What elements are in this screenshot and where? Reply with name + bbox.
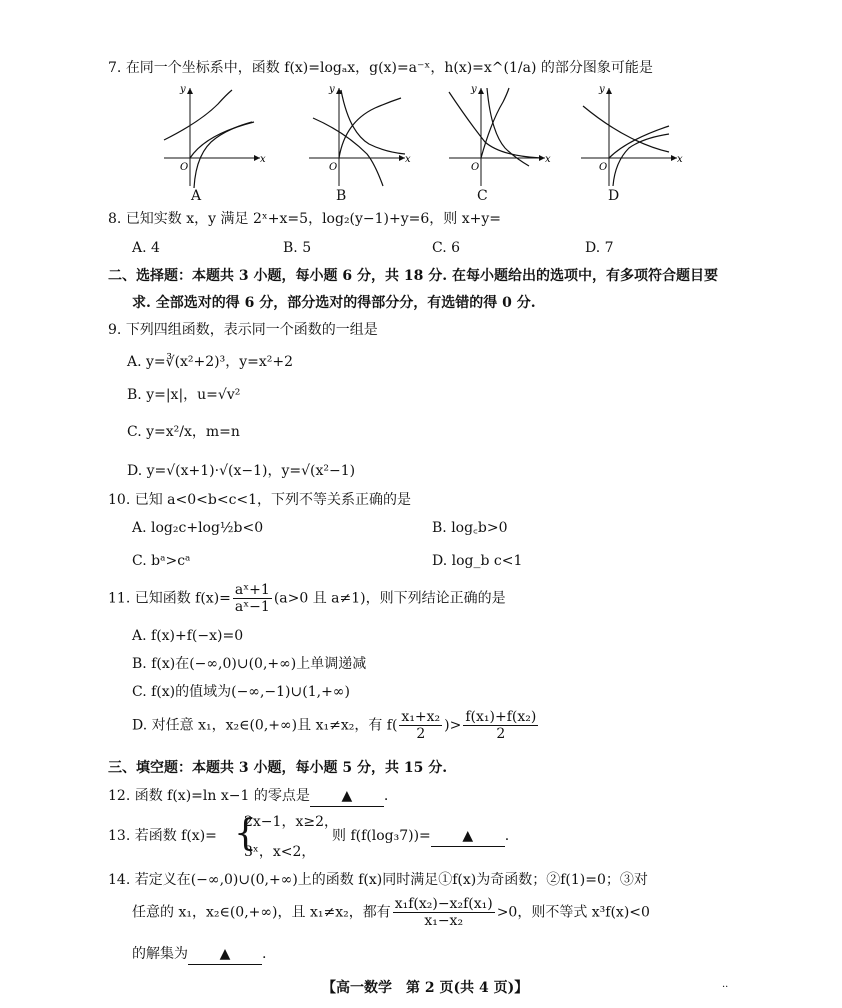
graph-d-label: D [608, 188, 620, 204]
q12-number: 12. [108, 788, 131, 804]
q11-stem [108, 582, 506, 615]
q11-option-d[interactable] [132, 709, 540, 742]
q10-stem [108, 490, 411, 510]
footer-corner-mark: ·· [722, 982, 729, 993]
q12-blank-marker: ▲ [341, 788, 353, 804]
graph-c-y-label: y [471, 84, 477, 95]
q13-text-post: 则 f(f(log₃7))= [332, 828, 431, 844]
q11-fraction-numerator: aˣ+1 [234, 582, 270, 598]
q7-stem [108, 58, 653, 78]
q8-option-c[interactable]: C. 6 [432, 240, 461, 256]
q10-option-b[interactable]: B. log꜀b>0 [432, 520, 508, 536]
q11-fraction [233, 582, 272, 615]
q14-answer-blank[interactable] [188, 944, 262, 965]
graph-b-label: B [336, 188, 347, 204]
q7-number: 7. [108, 60, 122, 76]
q11-option-b[interactable]: B. f(x)在(−∞,0)∪(0,+∞)上单调递减 [132, 656, 367, 672]
q13-text-pre: 若函数 f(x)= [134, 828, 217, 844]
q14-blank-marker: ▲ [219, 946, 231, 962]
q14-text-line3: 的解集为 [132, 946, 188, 962]
q8-option-b[interactable]: B. 5 [283, 240, 312, 256]
q9-option-b[interactable]: B. y=|x|，u=√v² [127, 387, 241, 403]
q14-end: . [262, 946, 267, 962]
section2-heading-line2: 求. 全部选对的得 6 分，部分选对的得部分分，有选错的得 0 分. [132, 295, 536, 311]
q14-text-line1: 若定义在(−∞,0)∪(0,+∞)上的函数 f(x)同时满足①f(x)为奇函数；②f(1)=0；③对 [134, 872, 648, 888]
q13-number: 13. [108, 828, 131, 844]
q11-option-d-text-pre: D. 对任意 x₁，x₂∈(0,+∞)且 x₁≠x₂，有 f( [132, 717, 398, 734]
q14-text-line2-post: >0，则不等式 x³f(x)<0 [496, 904, 650, 921]
graph-b[interactable] [305, 82, 415, 190]
q14-fraction-numerator: x₁f(x₂)−x₂f(x₁) [394, 896, 493, 912]
graph-a[interactable] [160, 82, 270, 190]
q14-line2 [132, 896, 650, 929]
q13-brace: { [234, 813, 257, 854]
q13-blank-marker: ▲ [462, 828, 474, 844]
q11-number: 11. [108, 590, 131, 607]
q11-option-d-frac2-numerator: f(x₁)+f(x₂) [465, 709, 537, 725]
graph-c[interactable] [445, 82, 555, 190]
q14-text-line2-pre: 任意的 x₁，x₂∈(0,+∞)，且 x₁≠x₂，都有 [132, 904, 391, 921]
q9-option-c[interactable]: C. y=x²/x，m=n [127, 424, 240, 440]
q12-stem [108, 786, 388, 807]
q11-text-post: (a>0 且 a≠1)，则下列结论正确的是 [273, 590, 506, 607]
q8-option-d[interactable]: D. 7 [585, 240, 614, 256]
q8-option-a[interactable]: A. 4 [132, 240, 160, 256]
q10-option-a[interactable]: A. log₂c+log½b<0 [132, 520, 264, 536]
q13-right [332, 826, 509, 847]
q10-number: 10. [108, 492, 131, 508]
graph-a-origin: O [180, 162, 189, 173]
q11-option-d-frac1-numerator: x₁+x₂ [401, 709, 441, 725]
q9-number: 9. [108, 322, 122, 338]
page-footer: 【高一数学 第 2 页(共 4 页)】 [322, 980, 529, 996]
graph-c-origin: O [471, 162, 480, 173]
graph-c-label: C [477, 188, 488, 204]
q11-option-c[interactable]: C. f(x)的值域为(−∞,−1)∪(1,+∞) [132, 684, 350, 700]
q13-case2: 3ˣ，x<2， [244, 844, 316, 860]
q11-option-d-fraction2 [463, 709, 538, 742]
q11-option-d-fraction1 [399, 709, 442, 742]
q9-option-a[interactable]: A. y=∛(x²+2)³，y=x²+2 [127, 354, 294, 370]
q9-text: 下列四组函数，表示同一个函数的一组是 [125, 322, 378, 338]
q10-option-c[interactable]: C. bᵃ>cᵃ [132, 553, 191, 569]
q8-number: 8. [108, 211, 122, 227]
graph-d-x-label: x [677, 154, 683, 165]
q14-fraction [393, 896, 495, 929]
graph-b-x-label: x [405, 154, 411, 165]
q11-text-pre: 已知函数 f(x)= [134, 590, 231, 607]
graph-b-y-label: y [329, 84, 335, 95]
q13-stem [108, 826, 217, 846]
q10-text: 已知 a<0<b<c<1，下列不等关系正确的是 [134, 492, 412, 508]
q11-fraction-denominator: aˣ−1 [234, 599, 270, 615]
q12-answer-blank[interactable] [310, 786, 384, 807]
graph-a-y-label: y [180, 84, 186, 95]
q7-text: 在同一个坐标系中，函数 f(x)=logₐx，g(x)=a⁻ˣ，h(x)=x^(1/a) 的部分图象可能是 [125, 60, 653, 76]
q13-answer-blank[interactable] [431, 826, 505, 847]
q14-line1 [108, 870, 648, 890]
q12-end: . [383, 788, 389, 804]
q14-fraction-denominator: x₁−x₂ [424, 913, 464, 929]
q14-line3 [132, 944, 266, 965]
graph-d-y-label: y [599, 84, 605, 95]
q9-option-d[interactable]: D. y=√(x+1)·√(x−1)，y=√(x²−1) [127, 463, 356, 479]
graph-b-origin: O [329, 162, 338, 173]
q8-stem [108, 209, 501, 229]
q13-case1: 2x−1，x≥2， [244, 814, 338, 830]
graph-a-label: A [191, 188, 202, 204]
graph-c-x-label: x [545, 154, 551, 165]
section2-heading-line1: 二、选择题：本题共 3 小题，每小题 6 分，共 18 分. 在每小题给出的选项中，有多项符合题目要 [108, 268, 718, 284]
q11-option-d-text-mid: )> [444, 717, 462, 734]
section3-heading: 三、填空题：本题共 3 小题，每小题 5 分，共 15 分. [108, 760, 448, 776]
q9-stem [108, 320, 378, 340]
q11-option-d-frac1-denominator: 2 [416, 726, 426, 742]
graph-d-origin: O [599, 162, 608, 173]
graph-d[interactable] [577, 82, 687, 190]
q11-option-a[interactable]: A. f(x)+f(−x)=0 [132, 628, 244, 644]
q12-text: 函数 f(x)=ln x−1 的零点是 [134, 788, 310, 804]
q10-option-d[interactable]: D. log_b c<1 [432, 553, 523, 569]
graph-a-x-label: x [260, 154, 266, 165]
q11-option-d-frac2-denominator: 2 [496, 726, 506, 742]
q14-number: 14. [108, 872, 131, 888]
q13-end: . [504, 828, 510, 844]
q8-text: 已知实数 x，y 满足 2ˣ+x=5，log₂(y−1)+y=6，则 x+y= [125, 211, 502, 227]
